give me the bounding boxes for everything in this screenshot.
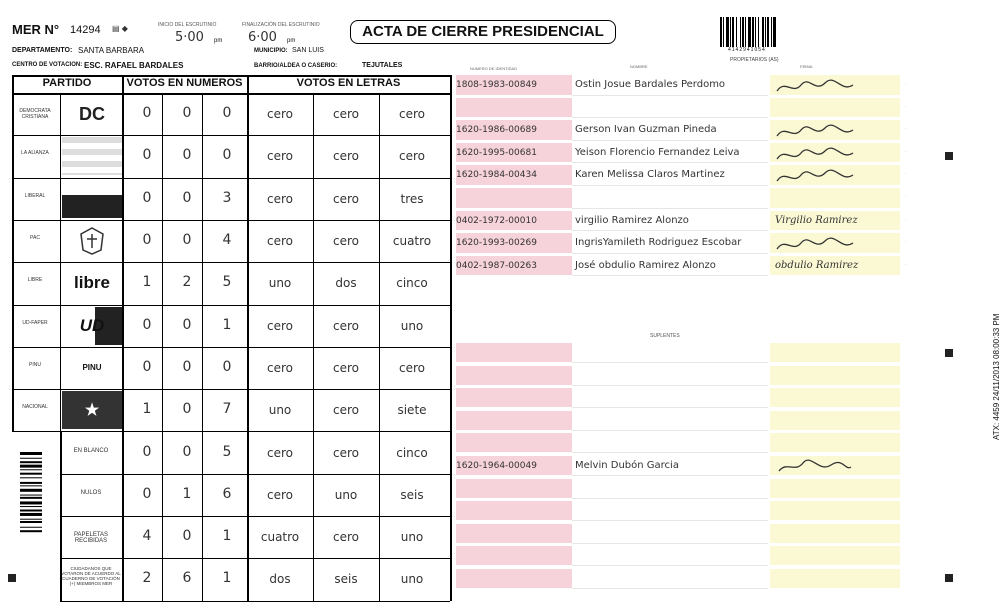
vote-digit: 0 <box>182 147 192 164</box>
departamento-label: DEPARTAMENTO: <box>12 47 73 54</box>
suplente-id: 1620-1964-00049 <box>456 461 537 471</box>
barrio-label: BARRIO/ALDEA O CASERIO: <box>254 63 338 69</box>
vote-digit: 1 <box>142 401 152 418</box>
vote-word: cero <box>333 234 359 249</box>
member-id: 1620-1984-00434 <box>456 170 537 181</box>
sig-cell <box>770 546 900 565</box>
form-title: ACTA DE CIERRE PRESIDENCIAL <box>350 20 616 44</box>
end-ampm: pm <box>287 38 296 44</box>
vote-digit: 1 <box>222 570 232 587</box>
id-cell <box>456 343 572 362</box>
sig-cell <box>770 479 900 498</box>
member-id: 0402-1987-00263 <box>456 260 537 271</box>
grid-line <box>247 75 249 601</box>
barcode-number: 4142941054 <box>728 47 766 53</box>
vote-word: dos <box>269 572 291 587</box>
vote-word: siete <box>397 403 427 418</box>
vote-word: cero <box>267 191 293 206</box>
vote-word: cero <box>333 403 359 418</box>
id-cell <box>456 411 572 430</box>
end-time: 6·00 <box>248 30 277 45</box>
registration-mark <box>8 574 16 582</box>
vote-word: uno <box>334 487 358 502</box>
member-id: 0402-1972-00010 <box>456 215 537 226</box>
tiny-mark: · <box>905 194 907 199</box>
party-logo: UD <box>62 307 122 345</box>
sig-cell <box>770 524 900 543</box>
name-cell <box>572 433 768 453</box>
member-signature: Virgilio Ramirez <box>775 214 858 226</box>
vote-digit: 0 <box>142 316 152 333</box>
suplente-signature <box>775 459 855 478</box>
name-cell <box>572 366 768 386</box>
id-cell <box>456 188 572 208</box>
grid-line <box>12 220 450 221</box>
vote-word: cero <box>267 360 293 375</box>
vote-digit: 0 <box>142 358 152 375</box>
vote-word: cero <box>333 445 359 460</box>
centro-value: ESC. RAFAEL BARDALES <box>84 61 184 70</box>
sig-cell <box>770 343 900 362</box>
vote-word: cero <box>267 234 293 249</box>
party-logo <box>62 137 122 175</box>
grid-line <box>12 178 450 179</box>
name-cell <box>572 411 768 431</box>
vote-digit: 0 <box>182 189 192 206</box>
vote-word: seis <box>334 572 358 587</box>
vote-digit: 2 <box>142 570 152 587</box>
member-name: Yeison Florencio Fernandez Leiva <box>575 146 740 158</box>
id-cell <box>456 366 572 385</box>
member-id: 1808-1983-00849 <box>456 80 537 90</box>
party-logo: DC <box>79 103 105 124</box>
vote-digit: 0 <box>142 189 152 206</box>
party-name: NACIONAL <box>22 404 48 411</box>
vote-digit: 0 <box>222 105 232 122</box>
tiny-mark: · <box>905 103 907 109</box>
vote-word: uno <box>400 530 424 545</box>
vote-digit: 0 <box>142 232 152 249</box>
sig-cell <box>770 98 900 118</box>
name-cell <box>572 569 768 589</box>
party-name: LA ALIANZA <box>21 150 49 157</box>
barcode-image <box>720 17 812 47</box>
vote-word: cinco <box>396 445 428 460</box>
grid-line <box>450 75 452 601</box>
tiny-mark: · <box>905 261 907 267</box>
id-cell <box>456 388 572 407</box>
id-cell <box>456 433 572 452</box>
member-signature <box>775 169 855 188</box>
tiny-mark: · <box>905 148 907 154</box>
grid-line <box>60 558 450 559</box>
grid-line <box>12 93 450 95</box>
header-partido: PARTIDO <box>42 77 92 89</box>
vote-digit: 6 <box>222 485 232 502</box>
end-label: FINALIZACIÓN DEL ESCRUTINIO <box>242 22 320 28</box>
sig-cell <box>770 366 900 385</box>
municipio-label: MUNICIPIO: <box>254 48 288 54</box>
party-name: PINU <box>29 361 41 368</box>
owners-label: PROPIETARIOS (AS) <box>730 57 779 63</box>
vote-digit: 0 <box>182 443 192 460</box>
summary-label: NULOS <box>80 489 102 496</box>
member-id: 1620-1986-00689 <box>456 125 537 136</box>
vote-word: cero <box>267 149 293 164</box>
id-cell <box>456 98 572 118</box>
name-cell <box>572 546 768 566</box>
vote-word: tres <box>400 191 424 206</box>
vote-word: cero <box>333 149 359 164</box>
nombre-label: NOMBRE <box>630 64 648 69</box>
vote-word: cero <box>399 360 425 375</box>
vote-word: uno <box>400 572 424 587</box>
id-cell <box>456 501 572 520</box>
party-logo: libre <box>74 273 110 293</box>
header-votos-letras: VOTOS EN LETRAS <box>296 77 401 89</box>
grid-line <box>12 135 450 136</box>
vote-word: uno <box>400 318 424 333</box>
grid-line <box>12 389 450 390</box>
member-name: Gerson Ivan Guzman Pineda <box>575 124 717 136</box>
summary-label: CIUDADANOS QUE VOTARON DE ACUERDO AL CUADERNO DE VOTACIÓN (+) MIEMBROS MER <box>61 566 121 587</box>
member-name: virgilio Ramirez Alonzo <box>575 214 689 226</box>
grid-line <box>12 431 450 432</box>
vote-digit: 2 <box>182 274 192 291</box>
vote-word: cuatro <box>260 530 300 545</box>
name-cell <box>572 343 768 363</box>
vote-digit: 4 <box>222 232 232 249</box>
party-logo <box>62 222 122 260</box>
vote-word: cero <box>333 360 359 375</box>
vote-word: uno <box>268 276 292 291</box>
summary-label: EN BLANCO <box>73 447 109 454</box>
vote-word: cero <box>333 530 359 545</box>
vote-digit: 0 <box>222 358 232 375</box>
sig-cell <box>770 188 900 208</box>
id-cell <box>456 479 572 498</box>
grid-line <box>12 75 14 431</box>
vote-digit: 1 <box>222 528 232 545</box>
vote-word: cero <box>333 318 359 333</box>
vote-digit: 1 <box>142 274 152 291</box>
name-cell <box>572 188 768 209</box>
grid-line <box>60 516 450 517</box>
party-logo: ★ <box>62 391 122 429</box>
member-name: José obdulio Ramirez Alonzo <box>575 259 716 271</box>
vote-word: cinco <box>396 276 428 291</box>
mer-label: MER N° <box>12 22 60 37</box>
vote-word: seis <box>400 487 424 502</box>
side-stamp: ATX: 4459 24/11/2013 08:00:33 PM <box>992 313 1001 440</box>
vote-word: cero <box>399 107 425 122</box>
vote-word: cero <box>399 149 425 164</box>
member-signature <box>775 237 855 256</box>
vote-digit: 5 <box>222 274 232 291</box>
grid-line <box>60 474 450 475</box>
party-name: PAC <box>30 235 40 242</box>
vote-digit: 0 <box>182 232 192 249</box>
party-name: UD-FAPER <box>22 319 48 326</box>
vote-word: cero <box>267 445 293 460</box>
vote-word: cero <box>333 191 359 206</box>
member-signature <box>775 124 855 143</box>
departamento-value: SANTA BARBARA <box>78 46 145 55</box>
member-name: Karen Melissa Claros Martinez <box>575 169 725 181</box>
party-name: DEMOCRATA CRISTIANA <box>19 108 51 121</box>
id-cell <box>456 546 572 565</box>
start-time: 5·00 <box>175 30 204 45</box>
registration-mark <box>945 349 953 357</box>
member-id: 1620-1993-00269 <box>456 238 537 249</box>
vote-digit: 0 <box>182 401 192 418</box>
sig-cell <box>770 501 900 520</box>
id-cell <box>456 569 572 588</box>
vote-digit: 3 <box>222 189 232 206</box>
centro-label: CENTRO DE VOTACION: <box>12 62 83 68</box>
member-signature <box>775 147 855 166</box>
firma-label: FIRMA <box>800 64 813 69</box>
sig-cell <box>770 433 900 452</box>
vote-digit: 1 <box>222 316 232 333</box>
sig-cell <box>770 411 900 430</box>
party-logo: PINU <box>82 363 102 373</box>
vote-word: dos <box>335 276 357 291</box>
grid-line <box>12 347 450 348</box>
party-logo <box>62 180 122 218</box>
grid-line <box>12 305 450 306</box>
name-cell <box>572 98 768 119</box>
party-name: LIBERAL <box>24 192 46 199</box>
vote-digit: 1 <box>182 485 192 502</box>
name-cell <box>572 388 768 408</box>
vote-word: uno <box>268 403 292 418</box>
vote-digit: 0 <box>222 147 232 164</box>
vote-digit: 0 <box>182 105 192 122</box>
sig-cell <box>770 569 900 588</box>
suplente-name: Melvin Dubón Garcia <box>575 460 679 471</box>
id-cell <box>456 524 572 543</box>
summary-label: PAPELETAS RECIBIDAS <box>73 532 109 545</box>
vote-word: cuatro <box>392 234 432 249</box>
registration-mark <box>945 152 953 160</box>
tiny-mark: · <box>905 126 907 132</box>
vote-digit: 0 <box>182 528 192 545</box>
member-signature: obdulio Ramirez <box>775 259 859 271</box>
vote-digit: 0 <box>142 147 152 164</box>
name-cell <box>572 479 768 499</box>
vote-word: cero <box>267 318 293 333</box>
member-name: IngrisYamileth Rodriguez Escobar <box>575 237 742 249</box>
name-cell <box>572 524 768 544</box>
mer-number: 14294 <box>70 24 101 36</box>
grid-line <box>12 75 450 77</box>
vote-word: cero <box>267 107 293 122</box>
member-signature <box>775 79 855 98</box>
start-label: INICIO DEL ESCRUTINIO <box>158 22 217 28</box>
vote-digit: 0 <box>142 443 152 460</box>
numero-label: NUMERO DE IDENTIDAD <box>470 66 518 71</box>
grid-line <box>122 75 124 601</box>
votes-table <box>12 75 450 594</box>
vote-digit: 4 <box>142 528 152 545</box>
vote-digit: 0 <box>142 105 152 122</box>
vote-digit: 7 <box>222 401 232 418</box>
municipio-value: SAN LUIS <box>292 47 324 54</box>
party-name: LIBRE <box>27 277 43 284</box>
side-barcode <box>20 452 58 582</box>
vote-word: cero <box>267 487 293 502</box>
vote-word: cero <box>333 107 359 122</box>
member-id: 1620-1995-00681 <box>456 147 537 158</box>
grid-line <box>12 262 450 263</box>
barrio-value: TEJUTALES <box>362 62 403 69</box>
suplentes-label: SUPLENTES <box>650 333 680 339</box>
tiny-mark: · <box>905 239 907 245</box>
tiny-mark: · <box>905 171 907 177</box>
tse-logo: ▤ ◆ <box>112 24 128 33</box>
grid-line <box>60 601 450 602</box>
sig-cell <box>770 388 900 407</box>
vote-digit: 6 <box>182 570 192 587</box>
vote-digit: 0 <box>182 316 192 333</box>
vote-digit: 5 <box>222 443 232 460</box>
start-ampm: pm <box>214 38 223 44</box>
vote-digit: 0 <box>142 485 152 502</box>
registration-mark <box>945 574 953 582</box>
vote-digit: 0 <box>182 358 192 375</box>
header-votos-numeros: VOTOS EN NUMEROS <box>126 77 243 89</box>
name-cell <box>572 501 768 521</box>
tiny-mark: · <box>905 216 907 222</box>
member-name: Ostin Josue Bardales Perdomo <box>575 79 726 90</box>
tiny-mark: · <box>905 81 907 86</box>
